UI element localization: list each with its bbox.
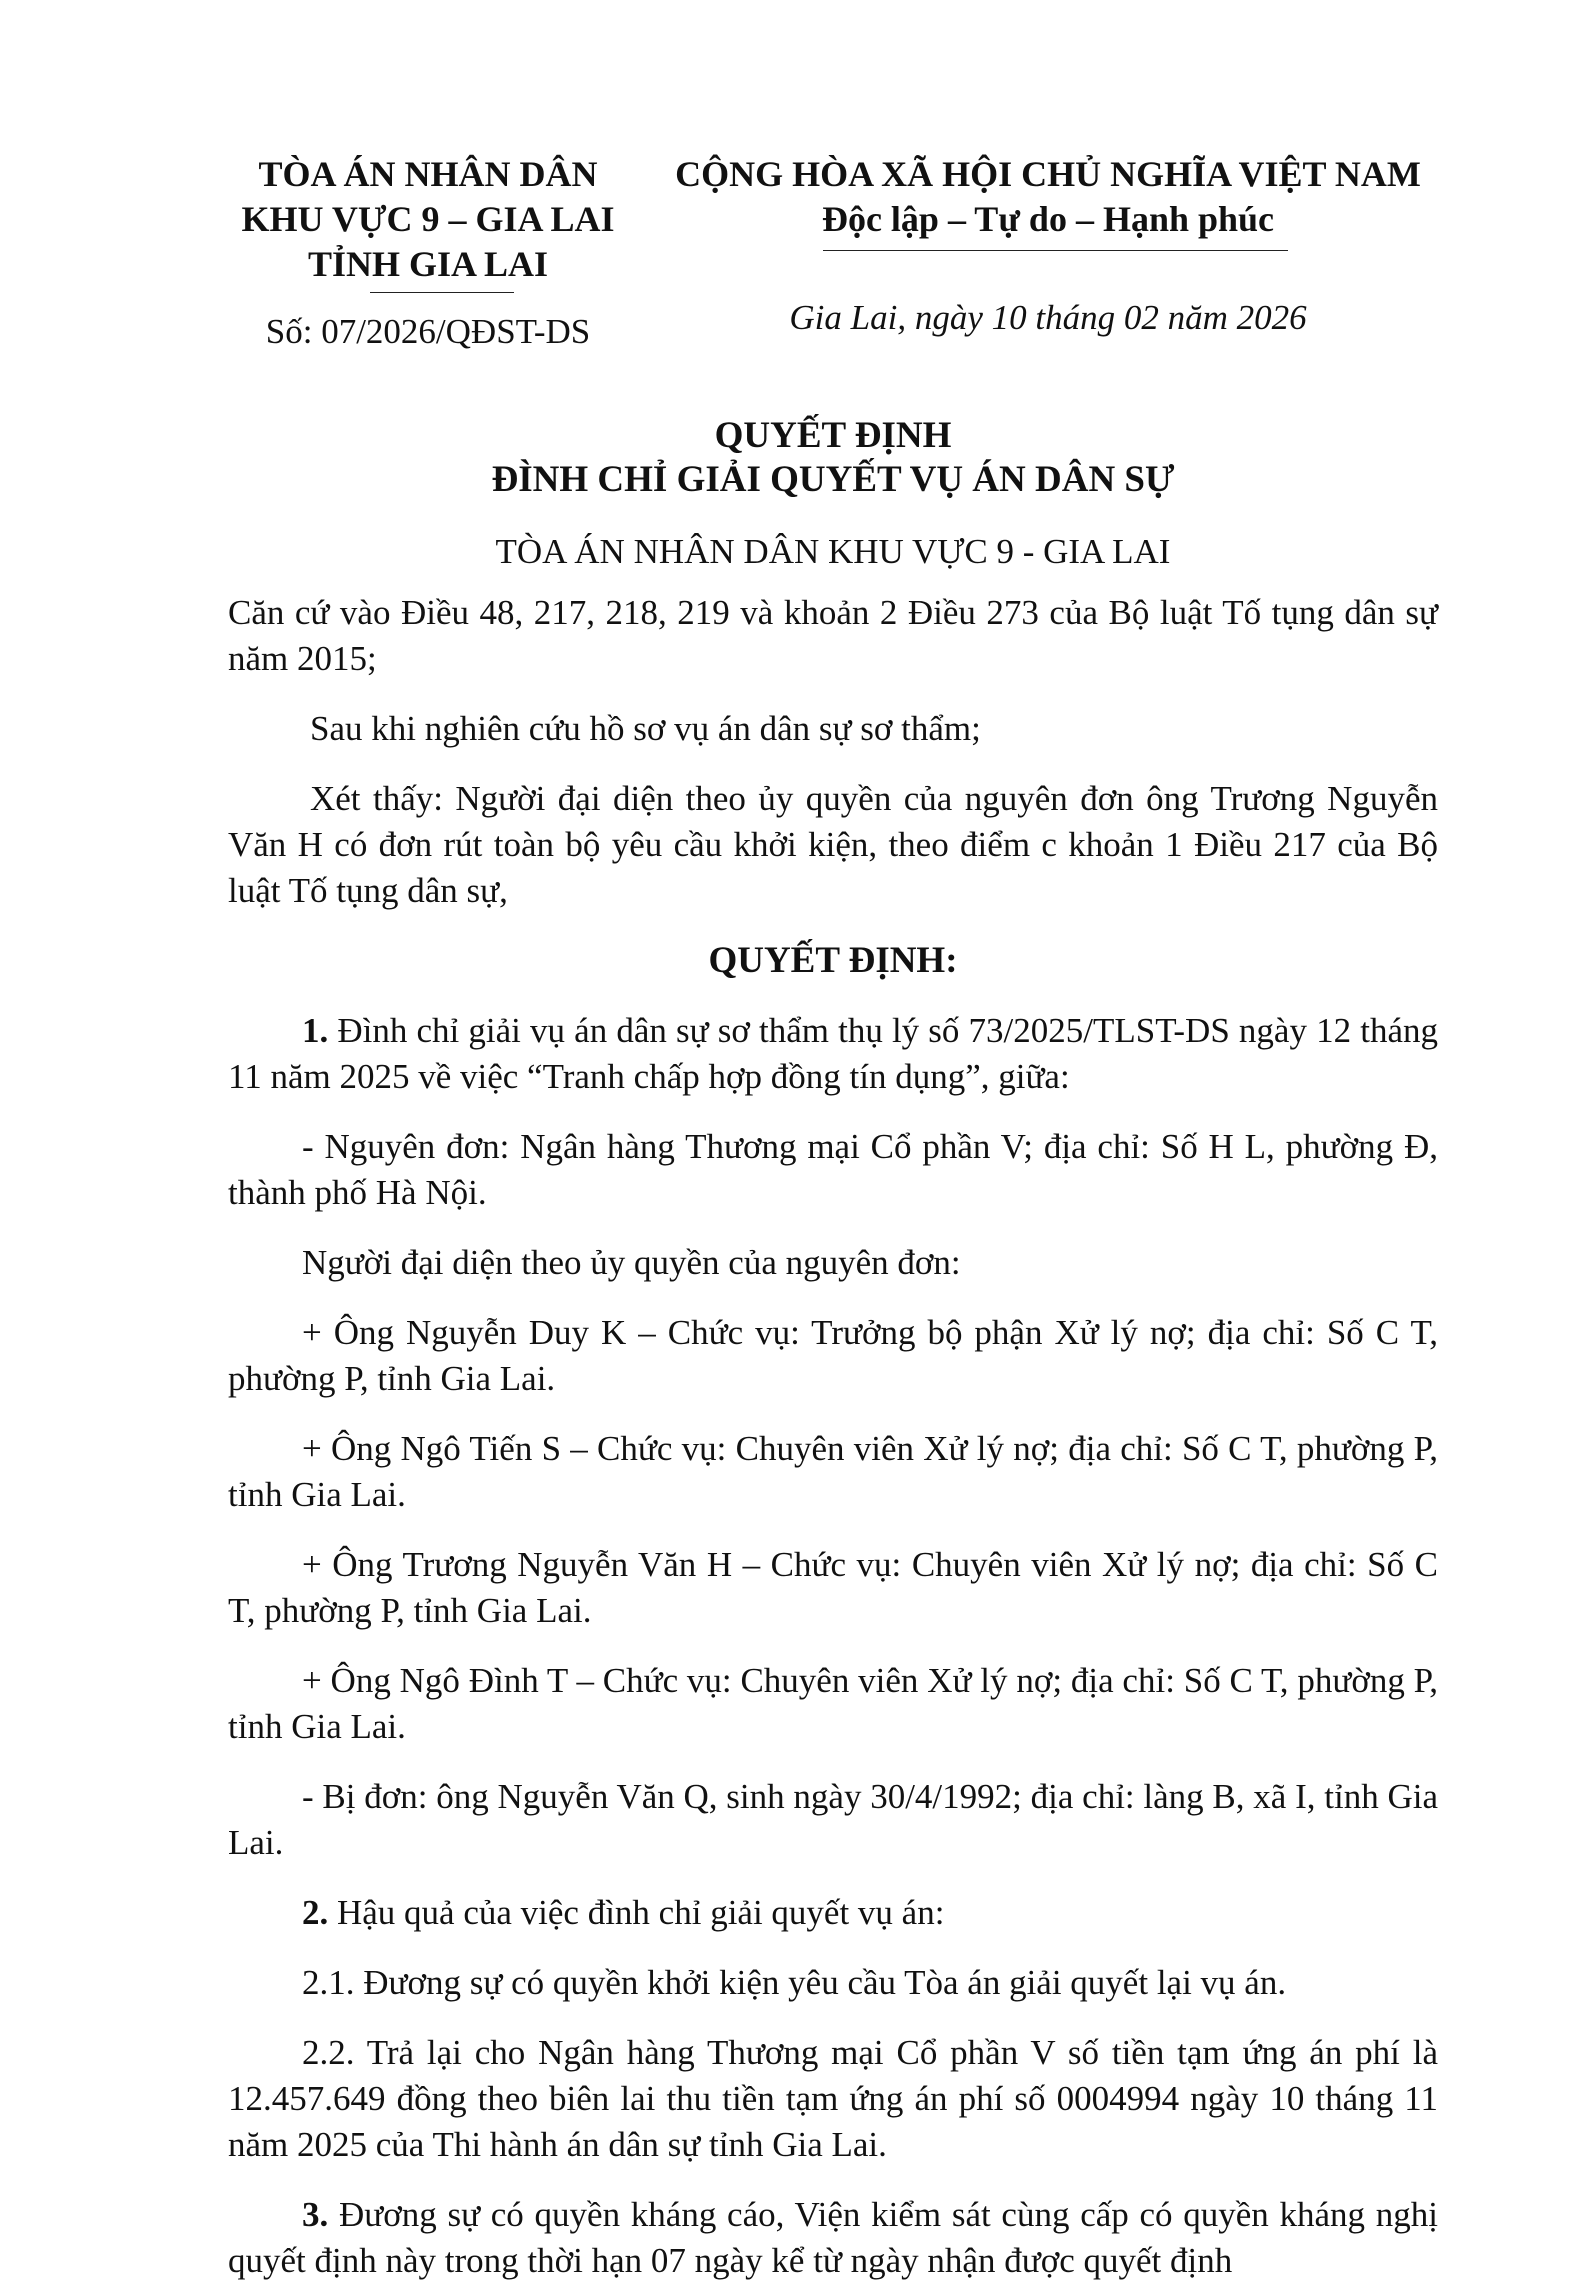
representative-2: + Ông Ngô Tiến S – Chức vụ: Chuyên viên Xử lý nợ; địa chỉ: Số C T, phường P, tỉnh Gia Lai. — [228, 1429, 1438, 1514]
item-2-text: Hậu quả của việc đình chỉ giải quyết vụ án: — [328, 1893, 945, 1932]
item-2-2: 2.2. Trả lại cho Ngân hàng Thương mại Cổ phần V số tiền tạm ứng án phí là 12.457.649 đồng theo biên lai thu tiền tạm ứng án phí số 0004994 ngày 10 tháng 11 năm 2025 của Thi hành án dân sự tỉnh Gia Lai. — [228, 2033, 1438, 2164]
item-3-number: 3. — [302, 2195, 329, 2234]
doc-title-line1: QUYẾT ĐỊNH — [714, 415, 952, 456]
defendant: - Bị đơn: ông Nguyễn Văn Q, sinh ngày 30/4/1992; địa chỉ: làng B, xã I, tỉnh Gia Lai. — [228, 1777, 1438, 1862]
representative-intro: Người đại diện theo ủy quyền của nguyên đơn: — [302, 1243, 961, 1282]
item-3 — [228, 2192, 1438, 2284]
item-3-text: Đương sự có quyền kháng cáo, Viện kiểm sát cùng cấp có quyền kháng nghị quyết định này trong thời hạn 07 ngày kể từ ngày nhận được quyết định — [228, 2195, 1438, 2280]
court-name-line3: TỈNH GIA LAI — [307, 244, 549, 284]
place-date: Gia Lai, ngày 10 tháng 02 năm 2026 — [789, 298, 1307, 337]
legal-basis: Căn cứ vào Điều 48, 217, 218, 219 và khoản 2 Điều 273 của Bộ luật Tố tụng dân sự năm 2015; — [228, 593, 1438, 678]
representative-4: + Ông Ngô Đình T – Chức vụ: Chuyên viên Xử lý nợ; địa chỉ: Số C T, phường P, tỉnh Gia Lai. — [228, 1661, 1438, 1746]
right-header-underline — [823, 250, 1288, 251]
document-body — [228, 590, 1438, 2284]
representative-3: + Ông Trương Nguyễn Văn H – Chức vụ: Chuyên viên Xử lý nợ; địa chỉ: Số C T, phường P, tỉnh Gia Lai. — [228, 1545, 1438, 1630]
item-1 — [228, 1008, 1438, 1100]
item-1-text: Đình chỉ giải vụ án dân sự sơ thẩm thụ lý số 73/2025/TLST-DS ngày 12 tháng 11 năm 2025 về việc “Tranh chấp hợp đồng tín dụng”, giữa: — [228, 1011, 1438, 1096]
item-2-number: 2. — [302, 1893, 329, 1932]
issuing-court: TÒA ÁN NHÂN DÂN KHU VỰC 9 - GIA LAI — [495, 532, 1171, 571]
national-title: CỘNG HÒA XÃ HỘI CHỦ NGHĨA VIỆT NAM — [675, 154, 1421, 194]
consideration: Xét thấy: Người đại diện theo ủy quyền của nguyên đơn ông Trương Nguyễn Văn H có đơn rút toàn bộ yêu cầu khởi kiện, theo điểm c khoản 1 Điều 217 của Bộ luật Tố tụng dân sự, — [228, 779, 1438, 910]
study-statement: Sau khi nghiên cứu hồ sơ vụ án dân sự sơ thẩm; — [310, 709, 981, 748]
court-name-line2: KHU VỰC 9 – GIA LAI — [241, 199, 615, 239]
item-1-number: 1. — [302, 1011, 329, 1050]
doc-title-line2: ĐÌNH CHỈ GIẢI QUYẾT VỤ ÁN DÂN SỰ — [491, 459, 1175, 500]
court-name-line1: TÒA ÁN NHÂN DÂN — [258, 154, 598, 194]
item-2 — [228, 1890, 1438, 1936]
decision-heading: QUYẾT ĐỊNH: — [708, 940, 958, 981]
item-2-1: 2.1. Đương sự có quyền khởi kiện yêu cầu Tòa án giải quyết lại vụ án. — [302, 1963, 1287, 2002]
plaintiff: - Nguyên đơn: Ngân hàng Thương mại Cổ phần V; địa chỉ: Số H L, phường Đ, thành phố Hà Nội. — [228, 1127, 1438, 1212]
document-number: Số: 07/2026/QĐST-DS — [265, 312, 591, 351]
national-motto: Độc lập – Tự do – Hạnh phúc — [821, 199, 1275, 239]
representative-1: + Ông Nguyễn Duy K – Chức vụ: Trưởng bộ phận Xử lý nợ; địa chỉ: Số C T, phường P, tỉnh Gia Lai. — [228, 1313, 1438, 1398]
left-header-underline — [370, 292, 514, 293]
